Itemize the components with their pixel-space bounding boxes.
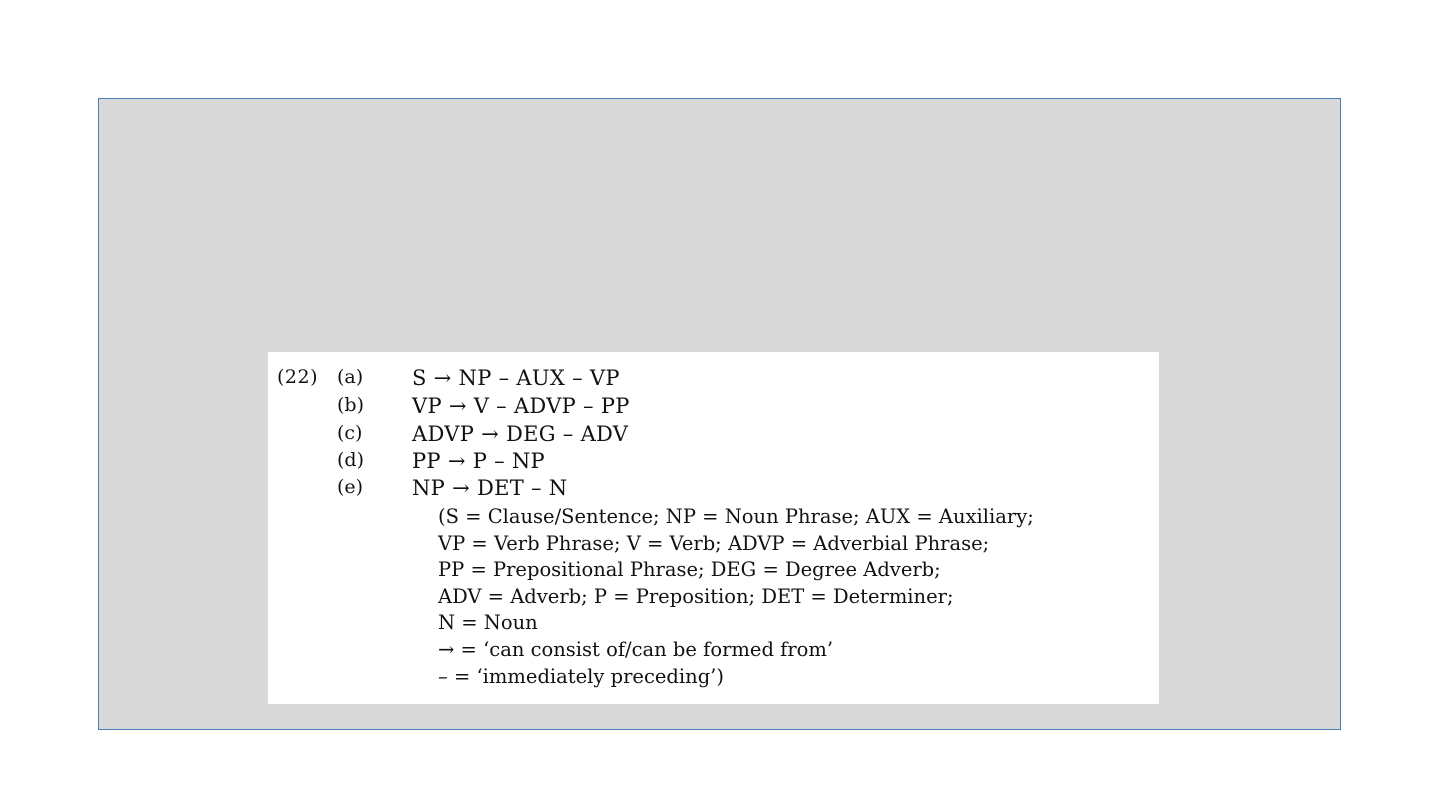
gloss-line: ADV = Adverb; P = Preposition; DET = Determiner; (438, 585, 954, 608)
rule-text: ADVP → DEG – ADV (412, 422, 629, 446)
gloss-line: N = Noun (438, 611, 538, 634)
rule-label: (a) (337, 366, 364, 388)
gloss-line: PP = Prepositional Phrase; DEG = Degree Adverb; (438, 558, 941, 581)
rule-label: (e) (337, 476, 364, 498)
rule-label: (d) (337, 449, 364, 471)
rule-text: S → NP – AUX – VP (412, 366, 620, 390)
rule-text: PP → P – NP (412, 449, 545, 473)
gloss-line: VP = Verb Phrase; V = Verb; ADVP = Adverbial Phrase; (438, 532, 990, 555)
example-number: (22) (277, 366, 319, 388)
rule-text: VP → V – ADVP – PP (412, 394, 630, 418)
rule-text: NP → DET – N (412, 476, 568, 500)
gloss-line: – = ‘immediately preceding’) (438, 665, 724, 688)
rule-label: (b) (337, 394, 364, 416)
gloss-line: → = ‘can consist of/can be formed from’ (438, 638, 834, 661)
gloss-line: (S = Clause/Sentence; NP = Noun Phrase; AUX = Auxiliary; (438, 505, 1034, 528)
phrase-structure-rules-excerpt (268, 352, 1159, 704)
rule-label: (c) (337, 422, 363, 444)
